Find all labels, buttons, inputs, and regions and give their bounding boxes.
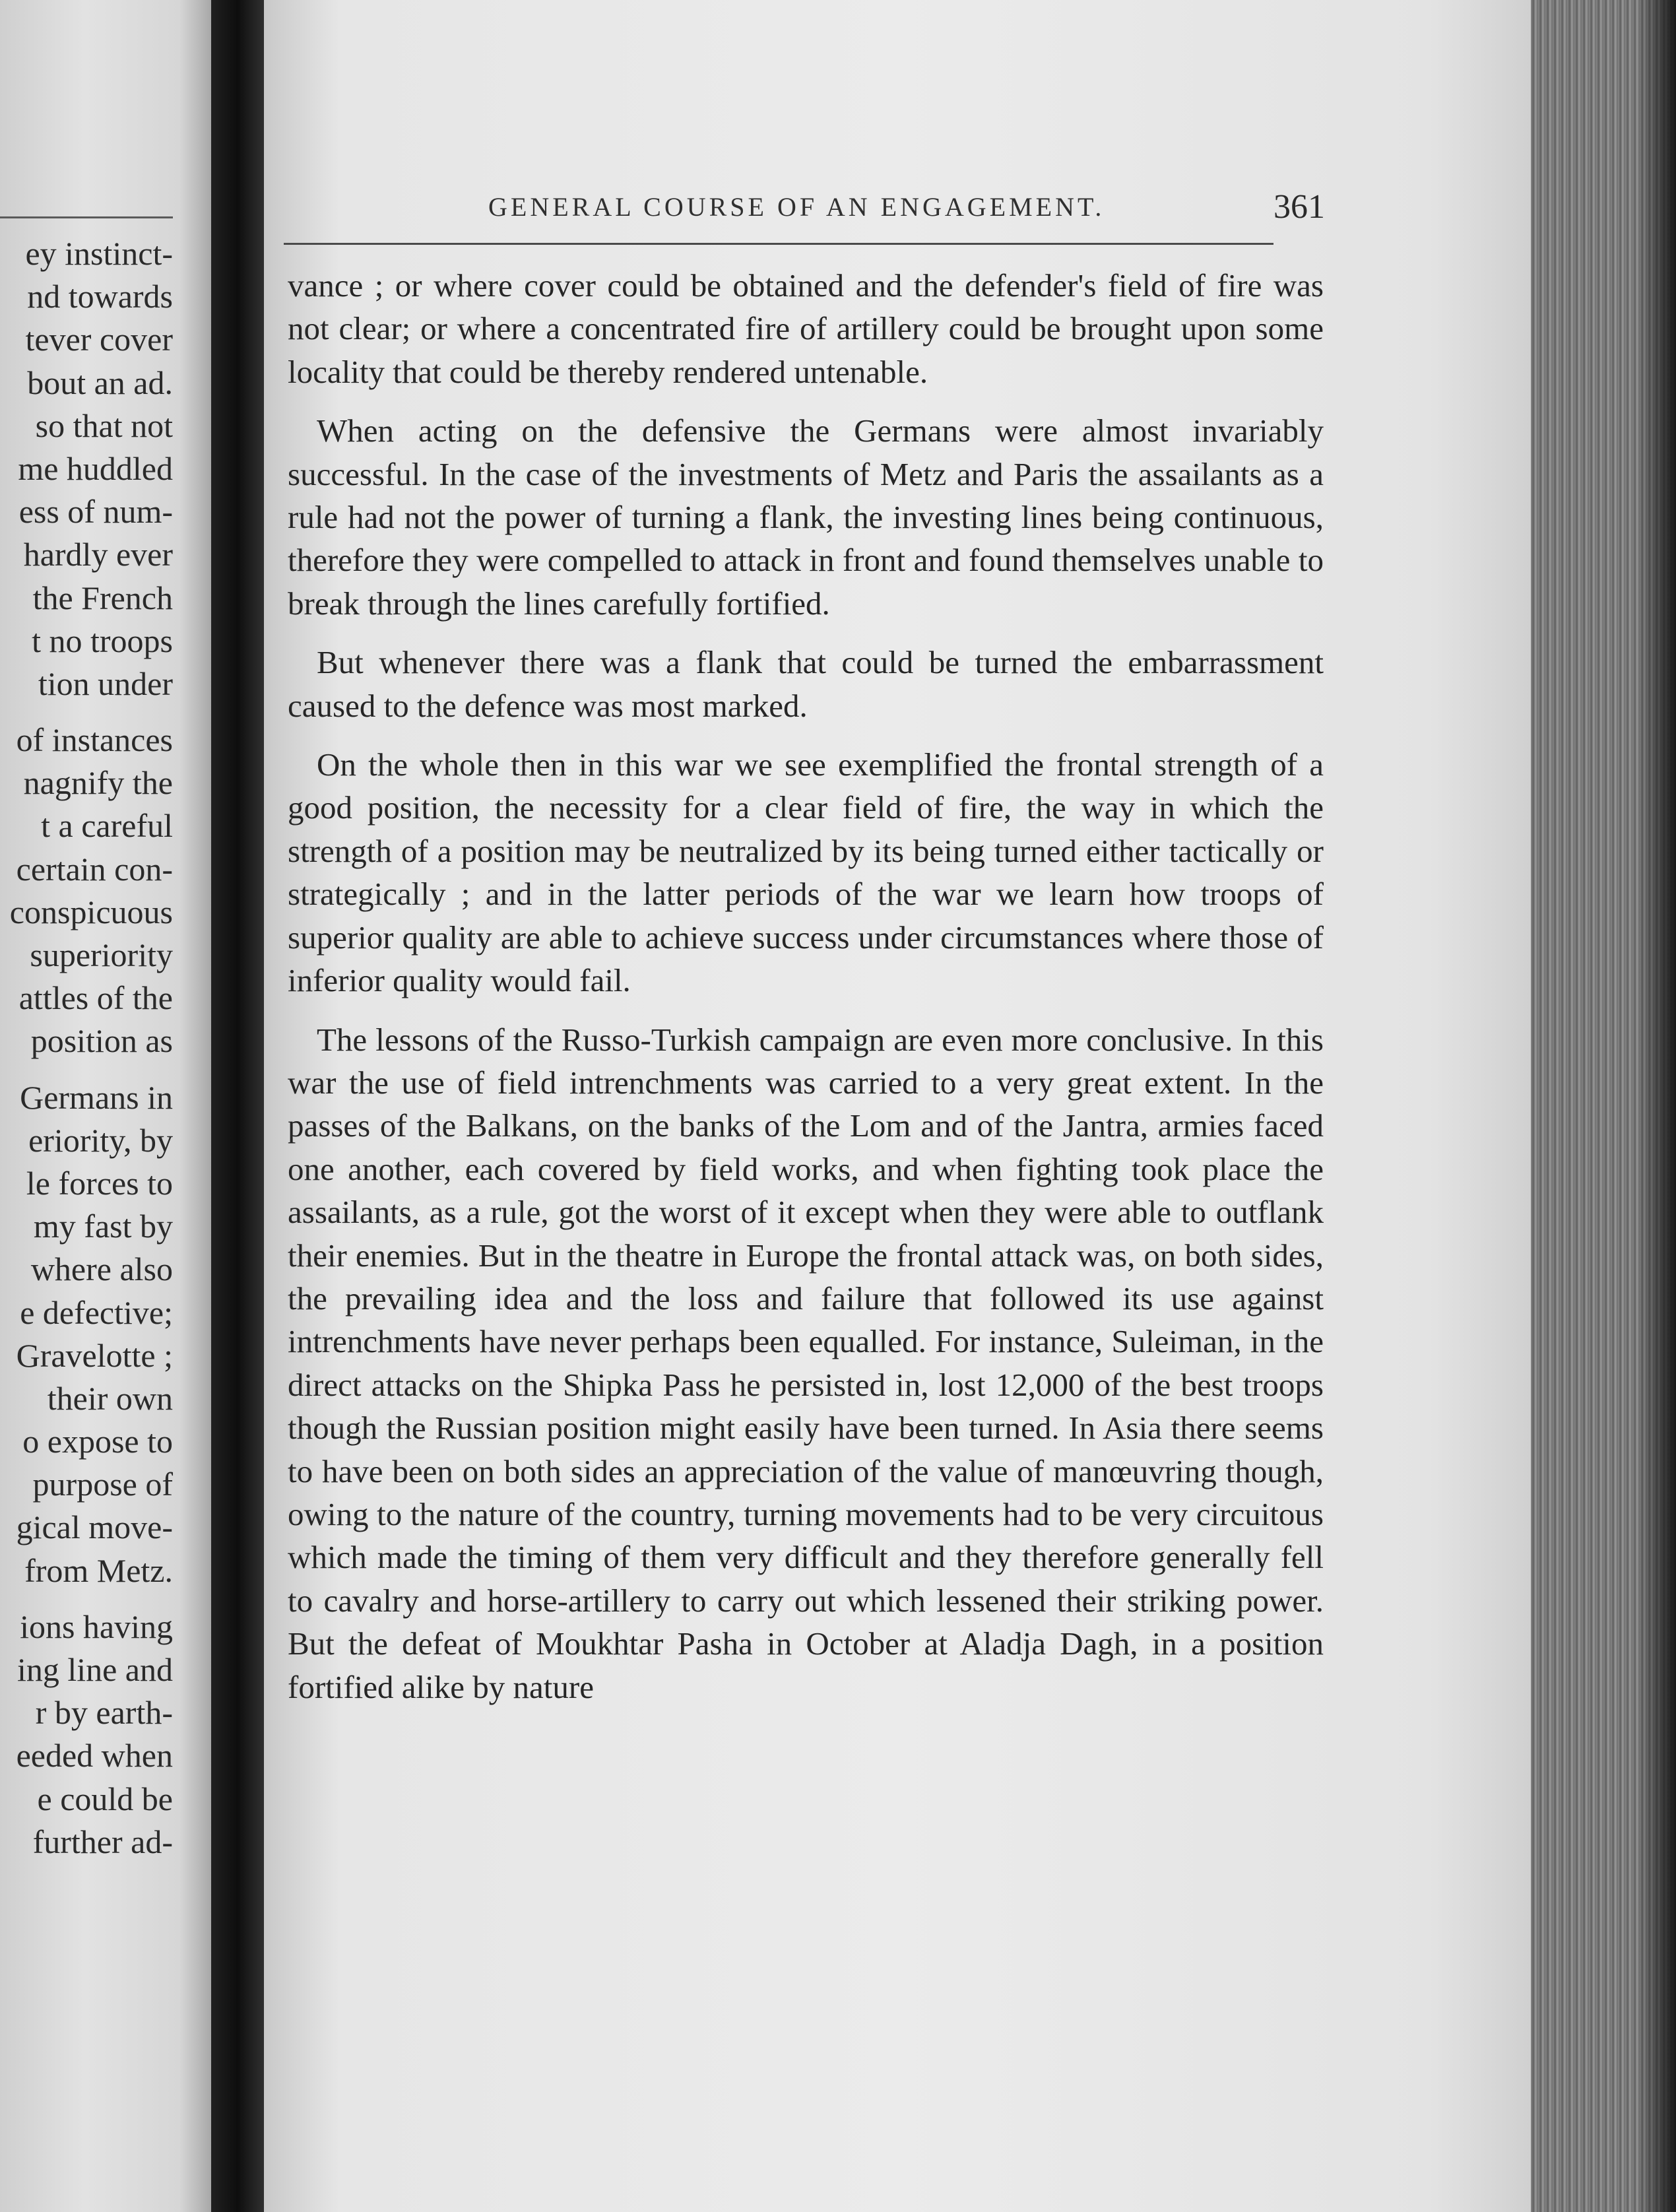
previous-page-line: e could be <box>37 1780 173 1817</box>
previous-page-line: le forces to <box>26 1164 173 1202</box>
previous-page-line: e defective; <box>20 1293 173 1331</box>
previous-page-line: ey instinct- <box>25 235 173 272</box>
running-head-title: GENERAL COURSE OF AN ENGAGEMENT. <box>488 192 1105 222</box>
previous-page-line: Germans in <box>20 1078 173 1116</box>
previous-page-line: tever cover <box>25 321 173 358</box>
previous-page-line: conspicuous <box>9 893 173 930</box>
previous-page-line: eeded when <box>16 1737 173 1774</box>
previous-page-line: attles of the <box>18 979 173 1017</box>
previous-page-line: certain con- <box>16 850 173 888</box>
page-number: 361 <box>1273 188 1325 226</box>
previous-page-line: further ad- <box>32 1823 173 1860</box>
previous-page-line: me huddled <box>18 449 173 487</box>
previous-page-line: from Metz. <box>24 1551 173 1589</box>
previous-page-gap <box>0 1063 173 1076</box>
previous-page-line: superiority <box>30 936 173 973</box>
previous-page-line: ing line and <box>16 1651 173 1688</box>
previous-page-line: bout an ad. <box>27 364 173 401</box>
previous-page-line: hardly ever <box>23 536 173 573</box>
previous-page-line: nd towards <box>27 278 173 315</box>
paragraph: But whenever there was a flank that could be turned the embarrassment caused to the defence was most marked. <box>288 644 1324 724</box>
previous-page-line: ions having <box>20 1608 173 1645</box>
current-page <box>264 0 1531 2212</box>
previous-page-line: my fast by <box>33 1208 173 1245</box>
previous-page-line: gical move- <box>16 1509 173 1546</box>
previous-page-text <box>0 232 173 1864</box>
previous-page-line: nagnify the <box>23 764 173 802</box>
previous-page-line: t a careful <box>41 807 173 845</box>
previous-page-line: Gravelotte ; <box>16 1336 173 1374</box>
previous-page-line: the French <box>32 579 173 616</box>
previous-page-line: position as <box>30 1022 173 1060</box>
previous-page-line: ess of num- <box>18 493 173 531</box>
paragraph: On the whole then in this war we see exemplified the frontal strength of a good position, the necessity for a clear field of fire, the way in which the strength of a position may be neutralized by its being turned either tactically or strategically ; and in the latter periods of the war we learn how troops of superior quality are able to achieve success under circumstances where those of inferior quality would fail. <box>288 746 1324 999</box>
previous-page-line: o expose to <box>22 1423 173 1460</box>
previous-page-line: tion under <box>38 665 173 702</box>
paragraph: vance ; or where cover could be obtained and the defender's field of fire was not clear; or where a concentrated fire of artillery could be brought upon some locality that could be thereby rendered untenable. <box>288 267 1324 390</box>
previous-page-line: t no troops <box>32 622 173 659</box>
running-head-rule <box>284 243 1273 245</box>
page-body <box>288 264 1324 1724</box>
previous-page <box>0 0 211 2212</box>
previous-page-line: eriority, by <box>28 1121 173 1159</box>
running-head <box>264 188 1531 231</box>
previous-page-line: their own <box>47 1379 173 1417</box>
previous-page-line: r by earth- <box>35 1694 173 1732</box>
book-gutter <box>211 0 264 2212</box>
previous-page-gap <box>0 1592 173 1606</box>
paragraph: The lessons of the Russo-Turkish campaign are even more conclusive. In this war the use of field intrenchments was carried to a very great extent. In the passes of the Balkans, on the banks of the Lom and of the Jantra, armies faced one another, each covered by field works, and when fighting took place the assailants, as a rule, got the worst of it except when they were able to outflank their enemies. But in the theatre in Europe the frontal attack was, on both sides, the prevailing idea and the loss and failure that followed its use against intrenchments have never perhaps been equalled. For instance, Suleiman, in the direct attacks on the Shipka Pass he persisted in, lost 12,000 of the best troops though the Russian position might easily have been turned. In Asia there seems to have been on both sides an appreciation of the value of manœuvring though, owing to the nature of the country, turning movements had to be very circuitous which made the timing of them very difficult and they therefore generally fell to cavalry and horse-artillery to carry out which lessened their striking power. But the defeat of Moukhtar Pasha in October at Aladja Dagh, in a position fortified alike by nature <box>288 1021 1324 1705</box>
previous-page-gap <box>0 705 173 719</box>
paragraph: When acting on the defensive the Germans were almost invariably successful. In the case of the investments of Metz and Paris the assailants as a rule had not the power of turning a flank, the investing lines being continuous, therefore they were compelled to attack in front and found themselves unable to break through the lines carefully fortified. <box>288 412 1324 622</box>
previous-page-line: of instances <box>16 721 173 759</box>
previous-page-line: so that not <box>35 407 173 444</box>
page-stack-edge <box>1531 0 1676 2212</box>
previous-page-line: purpose of <box>32 1466 173 1503</box>
previous-page-rule <box>0 216 173 218</box>
previous-page-line: where also <box>30 1251 173 1288</box>
